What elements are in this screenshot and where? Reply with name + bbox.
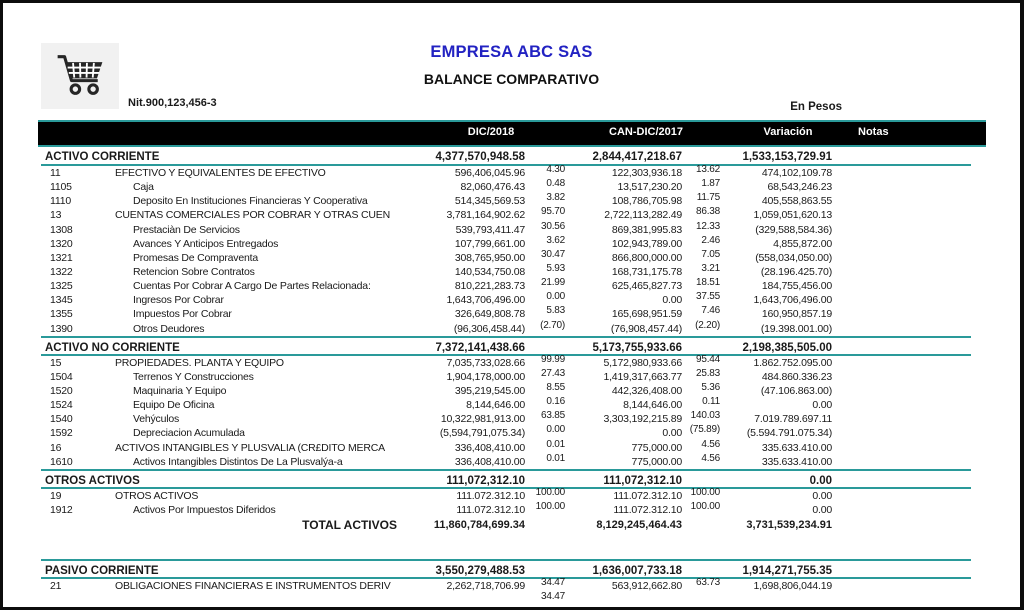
cell-dic2018: 140,534,750.08 — [454, 265, 525, 278]
cell-variacion: 335.633.410.00 — [761, 441, 832, 454]
cell-pct-2018: 30.56 — [540, 220, 565, 232]
section-header-row — [41, 559, 971, 579]
cell-variacion: 1,533,153,729.91 — [742, 151, 832, 163]
cell-code: 1592 — [50, 427, 73, 440]
cell-code: 19 — [50, 489, 62, 502]
cell-name: Equipo De Oficina — [133, 399, 215, 412]
cell-dic2018 — [413, 593, 525, 600]
cell-name: OTROS ACTIVOS — [115, 489, 199, 502]
cell-pct-2017: 2.46 — [701, 234, 720, 246]
cell-candic2017: 8,129,245,464.43 — [596, 519, 682, 532]
cell-name: OBLIGACIONES FINANCIERAS E INSTRUMENTOS DERIV — [115, 580, 391, 593]
cell-dic2018: 7,372,141,438.66 — [435, 341, 525, 354]
table-row — [41, 208, 971, 222]
table-row — [41, 426, 971, 440]
company-name: EMPRESA ABC SAS — [430, 43, 593, 61]
cell-notas — [832, 517, 971, 533]
table-row — [41, 307, 971, 321]
cell-dic2018: (5,594,791,075.34) — [439, 427, 525, 440]
column-header-notas: Notas — [858, 126, 889, 138]
cell-code: 11 — [50, 167, 61, 179]
cell-pct-2017: 7.46 — [701, 305, 720, 317]
cell-pct-2018: 3.62 — [546, 234, 565, 246]
cell-pct-2017 — [682, 561, 720, 577]
cell-pct-2017 — [682, 338, 720, 354]
table-row — [41, 381, 971, 398]
cell-pct-2018: 34.47 — [540, 577, 565, 589]
cell-pct-2017: 100.00 — [690, 486, 720, 498]
cell-code: 16 — [50, 441, 62, 454]
cell-pct-2018 — [525, 338, 565, 354]
cell-code: 13 — [50, 209, 62, 222]
cell-notas — [832, 208, 971, 222]
cell-variacion: 335.633.410.00 — [761, 455, 832, 468]
table-row — [41, 452, 971, 469]
cell-candic2017: 563,912,662.80 — [611, 580, 682, 593]
cell-candic2017: 5,173,755,933.66 — [592, 341, 682, 354]
cell-code: 1524 — [50, 399, 73, 412]
cell-pct-2018: 100.00 — [535, 486, 565, 498]
cell-dic2018: 1,904,178,000.00 — [446, 370, 525, 383]
cell-notas — [832, 384, 971, 398]
cell-notas — [832, 441, 971, 455]
cell-pct-2017: 95.44 — [695, 353, 720, 365]
cell-variacion: 2,198,385,505.00 — [742, 341, 832, 354]
cell-notas — [832, 398, 971, 412]
cell-variacion: (19.398.001.00) — [760, 322, 832, 335]
cell-pct-2018: 8.55 — [546, 381, 565, 393]
cell-code: 1390 — [50, 322, 73, 335]
table-row — [41, 319, 971, 336]
cell-pct-2017: (75.89) — [689, 424, 720, 436]
cell-dic2018: 326,649,808.78 — [454, 308, 525, 321]
cell-name: Prestaciàn De Servicios — [133, 223, 240, 236]
cell-pct-2017: 37.55 — [695, 291, 720, 303]
cell-notas — [832, 180, 971, 194]
cell-pct-2018: 100.00 — [535, 500, 565, 512]
table-row — [41, 412, 971, 426]
cell-notas — [832, 279, 971, 293]
cell-name: EFECTIVO Y EQUIVALENTES DE EFECTIVO — [115, 167, 326, 179]
cell-code — [41, 593, 97, 600]
cell-variacion: 68,543,246.23 — [767, 181, 832, 194]
table-row — [41, 166, 971, 180]
cell-candic2017: 165,698,951.59 — [611, 308, 682, 321]
cell-notas — [832, 455, 971, 469]
cell-notas — [832, 194, 971, 208]
cell-candic2017: 1,636,007,733.18 — [592, 565, 682, 578]
cell-variacion: 0.00 — [809, 474, 832, 487]
cell-variacion: (558,034,050.00) — [755, 251, 832, 264]
cell-pct-2018: 21.99 — [540, 277, 565, 289]
cell-candic2017: 168,731,175.78 — [611, 265, 682, 278]
cell-code: 1520 — [50, 384, 73, 397]
cell-variacion: 160,950,857.19 — [761, 308, 832, 321]
cell-notas — [832, 149, 971, 164]
cell-pct-2017: 12.33 — [695, 220, 720, 232]
cell-pct-2017: 5.36 — [701, 381, 720, 393]
table-row — [41, 262, 971, 279]
cell-notas — [832, 579, 971, 593]
section-title: ACTIVO CORRIENTE — [45, 151, 160, 163]
cell-pct-2018: 63.85 — [540, 410, 565, 422]
report-title: BALANCE COMPARATIVO — [423, 71, 600, 87]
cell-notas — [832, 237, 971, 251]
cell-pct-2018 — [525, 149, 565, 164]
cell-dic2018: 111,072,312.10 — [446, 474, 525, 487]
cell-dic2018: 8,144,646.00 — [466, 399, 525, 412]
cell-notas — [832, 293, 971, 307]
cell-pct-2017: 4.56 — [701, 438, 720, 450]
cell-variacion: (47.106.863.00) — [760, 384, 832, 397]
cell-name: Cuentas Por Cobrar A Cargo De Partes Relacionada: — [133, 280, 371, 293]
cell-candic2017: 442,326,408.00 — [611, 384, 682, 397]
cell-dic2018: 4,377,570,948.58 — [435, 151, 525, 163]
cell-dic2018: 336,408,410.00 — [454, 455, 525, 468]
cell-candic2017: 775,000.00 — [631, 455, 682, 468]
table-row — [41, 438, 971, 455]
total-row — [41, 517, 971, 533]
cell-code: 1110 — [50, 195, 71, 208]
section-title: OTROS ACTIVOS — [45, 474, 140, 487]
cell-pct-2017 — [682, 517, 720, 533]
table-row — [41, 353, 971, 370]
cell-dic2018: 308,765,950.00 — [454, 251, 525, 264]
cell-dic2018: 514,345,569.53 — [454, 195, 525, 208]
cell-name — [97, 593, 413, 600]
cell-name: ACTIVOS INTANGIBLES Y PLUSVALIA (CR£DITO MERCA — [115, 441, 385, 454]
cell-candic2017: 111,072,312.10 — [603, 474, 682, 487]
cell-name: Ingresos Por Cobrar — [133, 294, 224, 307]
cell-variacion: (329,588,584.36) — [755, 223, 832, 236]
cell-name: Activos Intangibles Distintos De La Plusvalýa-a — [133, 455, 343, 468]
total-label: TOTAL ACTIVOS — [302, 518, 397, 533]
cell-pct-2018: 0.16 — [546, 396, 565, 408]
cell-dic2018: 1,643,706,496.00 — [446, 294, 525, 307]
section-header-row — [41, 149, 971, 166]
cell-name: Promesas De Compraventa — [133, 251, 258, 264]
cell-notas — [832, 251, 971, 265]
cell-code: 1540 — [50, 413, 73, 426]
cell-candic2017: 2,722,113,282.49 — [604, 209, 682, 222]
cell-pct-2017 — [682, 471, 720, 487]
cell-pct-2017: 0.11 — [702, 396, 720, 408]
cell-candic2017: 102,943,789.00 — [611, 237, 682, 250]
cell-pct-2018: 34.47 — [540, 591, 565, 603]
cell-name: Deposito En Instituciones Financieras Y Cooperativa — [133, 195, 368, 208]
cell-pct-2018: 99.99 — [540, 353, 565, 365]
cell-pct-2018 — [525, 471, 565, 487]
cell-pct-2017: 11.75 — [696, 192, 720, 204]
cell-pct-2018: 30.47 — [540, 248, 565, 260]
company-nit: Nit.900,123,456-3 — [128, 97, 217, 109]
cell-notas — [832, 412, 971, 426]
cell-dic2018: 11,860,784,699.34 — [433, 519, 525, 532]
cell-pct-2017: 100.00 — [690, 500, 720, 512]
cell-pct-2018: 0.01 — [546, 438, 565, 450]
section-header-row — [41, 336, 971, 356]
cell-candic2017: 8,144,646.00 — [623, 399, 682, 412]
cell-candic2017: 111.072.312.10 — [613, 503, 682, 516]
cell-pct-2018: 0.48 — [546, 178, 565, 190]
cell-name: Maquinaria Y Equipo — [133, 384, 227, 397]
spacer-row — [41, 533, 971, 559]
cell-candic2017: 0.00 — [662, 427, 682, 440]
cell-pct-2017: 1.87 — [701, 178, 720, 190]
cell-notas — [832, 166, 971, 180]
cell-pct-2018: 5.83 — [546, 305, 565, 317]
table-row — [41, 194, 971, 208]
table-row — [41, 180, 971, 194]
cell-pct-2017: 7.05 — [701, 248, 720, 260]
clipped-row — [41, 591, 971, 603]
cell-notas — [832, 370, 971, 384]
cell-variacion: 0.00 — [812, 503, 832, 516]
cell-dic2018: 596,406,045.96 — [454, 167, 525, 179]
cell-name: PROPIEDADES. PLANTA Y EQUIPO — [115, 356, 284, 369]
cell-pct-2018: 0.01 — [546, 452, 565, 464]
cell-name: Vehýculos — [133, 413, 180, 426]
cell-pct-2018: (2.70) — [540, 319, 565, 331]
cell-candic2017: 866,800,000.00 — [611, 251, 682, 264]
cell-code: 1345 — [50, 294, 73, 307]
cell-notas — [832, 356, 971, 370]
table-row — [41, 579, 971, 593]
cell-code: 15 — [50, 356, 62, 369]
table-row — [41, 486, 971, 503]
cell-pct-2018: 0.00 — [546, 424, 565, 436]
cell-variacion: 7.019.789.697.11 — [754, 413, 832, 426]
cell-pct-2018: 4.30 — [546, 164, 565, 175]
section-title: ACTIVO NO CORRIENTE — [45, 341, 180, 354]
cell-pct-2018: 0.00 — [546, 291, 565, 303]
cell-code: 1308 — [50, 223, 73, 236]
cell-pct-2017: 3.21 — [701, 262, 720, 274]
table-row — [41, 234, 971, 251]
cell-candic2017: 0.00 — [662, 294, 682, 307]
cell-notas — [832, 561, 971, 577]
cell-pct-2017: 140.03 — [690, 410, 720, 422]
cell-candic2017: 108,786,705.98 — [611, 195, 682, 208]
cell-dic2018: 111.072.312.10 — [456, 503, 525, 516]
cell-variacion: 4,855,872.00 — [773, 237, 832, 250]
column-header-candic2017: CAN-DIC/2017 — [609, 126, 683, 138]
table-row — [41, 367, 971, 384]
cell-pct-2017: 4.56 — [701, 452, 720, 464]
cell-code: 1320 — [50, 237, 73, 250]
cell-variacion: 0.00 — [812, 399, 832, 412]
cell-pct-2018 — [525, 517, 565, 533]
table-row — [41, 398, 971, 412]
cell-candic2017: 625,465,827.73 — [611, 280, 682, 293]
cell-dic2018: 10,322,981,913.00 — [440, 413, 525, 426]
cell-variacion: 3,731,539,234.91 — [746, 519, 832, 532]
cell-candic2017: 5,172,980,933.66 — [603, 356, 682, 369]
cell-pct-2017: 13.62 — [695, 164, 720, 175]
cell-notas — [832, 223, 971, 237]
column-header-variacion: Variación — [763, 126, 813, 138]
cell-notas — [832, 265, 971, 279]
cell-code: 1504 — [50, 370, 73, 383]
cell-variacion: (28.196.425.70) — [760, 265, 832, 278]
cell-dic2018: (96,306,458.44) — [453, 322, 525, 335]
cell-dic2018: 810,221,283.73 — [454, 280, 525, 293]
cell-dic2018: 2,262,718,706.99 — [446, 580, 525, 593]
cell-code: 1912 — [50, 503, 73, 516]
cell-notas — [832, 471, 971, 487]
cell-notas — [832, 489, 971, 503]
cell-pct-2017 — [682, 149, 720, 164]
cell-variacion: 484.860.336.23 — [761, 370, 832, 383]
cell-notas — [832, 338, 971, 354]
cell-variacion: 1.862.752.095.00 — [753, 356, 832, 369]
cell-candic2017: 775,000.00 — [631, 441, 682, 454]
cell-name: Caja — [133, 181, 154, 194]
cell-code: 1105 — [50, 181, 72, 194]
table-row — [41, 248, 971, 265]
cell-variacion: 474,102,109.78 — [761, 167, 832, 179]
cell-dic2018: 107,799,661.00 — [454, 237, 525, 250]
table-row — [41, 279, 971, 293]
cell-code: 1325 — [50, 280, 73, 293]
cell-candic2017: 122,303,936.18 — [611, 167, 682, 179]
cell-pct-2018: 3.82 — [546, 192, 565, 204]
cell-name: Depreciacion Acumulada — [133, 427, 245, 440]
table-row — [41, 500, 971, 517]
cell-candic2017: (76,908,457.44) — [610, 322, 682, 335]
cell-notas — [832, 322, 971, 336]
cell-variacion: 1,059,051,620.13 — [753, 209, 832, 222]
cell-pct-2018: 27.43 — [540, 367, 565, 379]
cell-pct-2017: 25.83 — [695, 367, 720, 379]
cell-dic2018: 111.072.312.10 — [456, 489, 525, 502]
cell-variacion: (5.594.791.075.34) — [746, 427, 832, 440]
cell-code: 1322 — [50, 265, 73, 278]
cell-name: Activos Por Impuestos Diferidos — [133, 503, 276, 516]
cell-pct-2018: 95.70 — [540, 206, 565, 218]
cell-name: Otros Deudores — [133, 322, 205, 335]
cell-name: Avances Y Anticipos Entregados — [133, 237, 279, 250]
cell-dic2018: 3,781,164,902.62 — [446, 209, 525, 222]
cell-pct-2017: 63.73 — [695, 577, 720, 589]
cell-pct-2018: 5.93 — [546, 262, 565, 274]
currency-note: En Pesos — [790, 101, 842, 113]
cell-variacion: 405,558,863.55 — [761, 195, 832, 208]
cell-code: 1610 — [50, 455, 73, 468]
cell-code: 21 — [50, 580, 62, 593]
cell-variacion: 1,914,271,755.35 — [742, 565, 832, 578]
cell-dic2018: 336,408,410.00 — [454, 441, 525, 454]
cell-code: 1355 — [50, 308, 73, 321]
cell-variacion: 1,643,706,496.00 — [753, 294, 832, 307]
cell-dic2018: 395,219,545.00 — [454, 384, 525, 397]
section-header-row — [41, 469, 971, 489]
section-title: PASIVO CORRIENTE — [45, 565, 159, 578]
cell-dic2018: 3,550,279,488.53 — [435, 565, 525, 578]
cell-candic2017: 1,419,317,663.77 — [603, 370, 682, 383]
column-header-dic2018: DIC/2018 — [467, 126, 515, 138]
cell-candic2017: 869,381,995.83 — [611, 223, 682, 236]
cell-pct-2017: 18.51 — [695, 277, 720, 289]
rows — [41, 149, 971, 603]
cell-name: CUENTAS COMERCIALES POR COBRAR Y OTRAS CUEN — [115, 209, 390, 222]
cell-variacion: 0.00 — [812, 489, 832, 502]
cell-name: Retencion Sobre Contratos — [133, 265, 255, 278]
column-header-bar — [38, 120, 986, 147]
cell-dic2018: 7,035,733,028.66 — [446, 356, 525, 369]
cell-variacion: 184,755,456.00 — [761, 280, 832, 293]
table-row — [41, 293, 971, 307]
cell-notas — [832, 426, 971, 440]
cell-candic2017: 13,517,230.20 — [617, 181, 682, 194]
cell-candic2017: 2,844,417,218.67 — [592, 151, 682, 163]
cell-name: Impuestos Por Cobrar — [133, 308, 232, 321]
cell-candic2017: 3,303,192,215.89 — [603, 413, 682, 426]
cell-pct-2017: 86.38 — [695, 206, 720, 218]
cell-dic2018: 82,060,476.43 — [460, 181, 525, 194]
cell-notas — [832, 307, 971, 321]
cell-pct-2017: (2.20) — [695, 319, 720, 331]
cell-variacion: 1,698,806,044.19 — [753, 580, 832, 593]
cell-notas — [832, 503, 971, 517]
cell-dic2018: 539,793,411.47 — [455, 223, 525, 236]
cell-name: Terrenos Y Construcciones — [133, 370, 254, 383]
table-row — [41, 220, 971, 237]
cell-code: 1321 — [50, 251, 73, 264]
cell-pct-2018 — [525, 561, 565, 577]
cell-candic2017: 111.072.312.10 — [613, 489, 682, 502]
